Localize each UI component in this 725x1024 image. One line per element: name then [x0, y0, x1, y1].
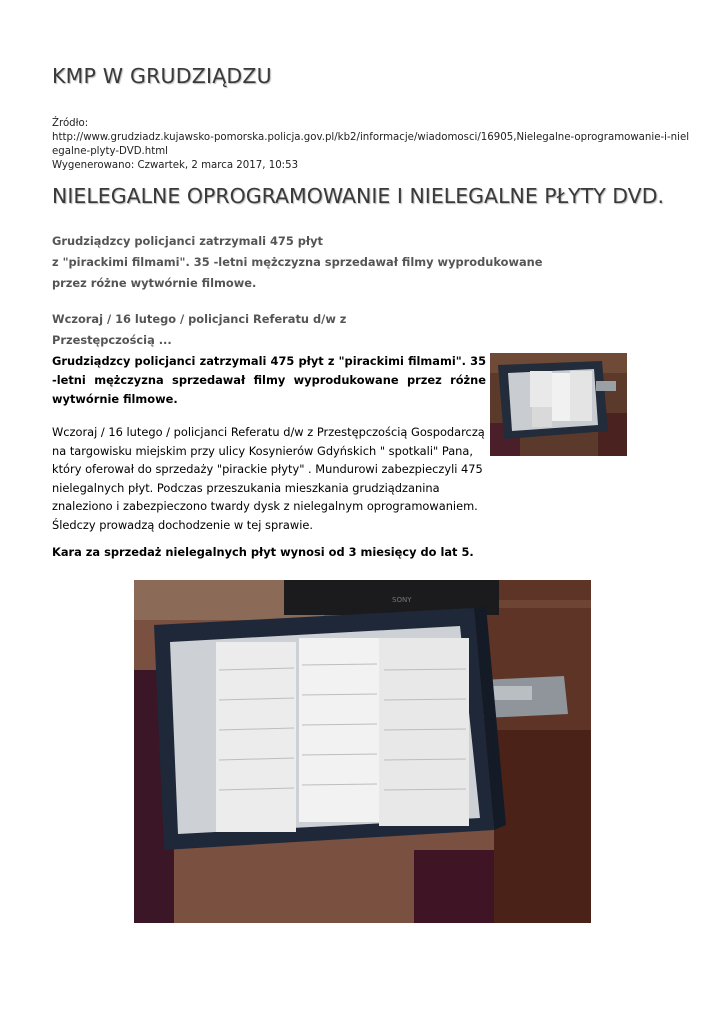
body-line: Wczoraj / 16 lutego / policjanci Referatu d/w z Przestępczością Gospodarczą: [52, 425, 485, 439]
photo-brand-label: SONY: [392, 596, 412, 604]
body-paragraph: [52, 423, 486, 535]
body-line: nielegalnych płyt. Podczas przeszukania mieszkania grudziądzanina: [52, 480, 440, 495]
body-line: na targowisku miejskim przy ulicy Kosynierów Gdyńskich " spotkali" Pana,: [52, 443, 473, 458]
source-meta: [52, 117, 689, 173]
photo-icon: [490, 353, 627, 456]
article-photo: [134, 580, 591, 923]
teaser-line: Przestępczością ...: [52, 333, 172, 347]
article-title: NIELEGALNE OPROGRAMOWANIE I NIELEGALNE PŁYTY DVD.: [52, 184, 665, 208]
body-line: znaleziono i zabezpieczono twardy dysk z nielegalnym oprogramowaniem.: [52, 499, 478, 514]
source-url[interactable]: http://www.grudziadz.kujawsko-pomorska.policja.gov.pl/kb2/informacje/wiadomosci/16905,Nielegalne-oprogramowanie-i-niel: [52, 132, 690, 143]
source-label: Źródło:: [52, 118, 89, 129]
site-title: KMP W GRUDZIĄDZU: [52, 64, 272, 88]
generated-date: Wygenerowano: Czwartek, 2 marca 2017, 10:53: [52, 160, 299, 171]
article-lead: [52, 231, 543, 294]
penalty-note: Kara za sprzedaż nielegalnych płyt wynosi od 3 miesięcy do lat 5.: [52, 545, 474, 559]
article-teaser: [52, 309, 346, 351]
lead-line: Grudziądzcy policjanci zatrzymali 475 płyt: [52, 234, 323, 248]
body-bold-paragraph: Grudziądzcy policjanci zatrzymali 475 płyt z "pirackimi filmami". 35 -letni mężczyzna sprzedawał filmy wyprodukowane przez różne wytwórnie filmowe.: [52, 354, 486, 406]
photo-icon: [134, 580, 591, 923]
article-thumbnail: [490, 353, 627, 456]
body-line: który oferował do sprzedaży "pirackie płyty" . Mundurowi zabezpieczyli 475: [52, 462, 483, 477]
teaser-line: Wczoraj / 16 lutego / policjanci Referatu d/w z: [52, 312, 347, 326]
lead-line: przez różne wytwórnie filmowe.: [52, 276, 257, 290]
source-url-continued[interactable]: egalne-plyty-DVD.html: [52, 146, 168, 157]
body-line: Śledczy prowadzą dochodzenie w tej sprawie.: [52, 517, 313, 532]
lead-line: z "pirackimi filmami". 35 -letni mężczyzna sprzedawał filmy wyprodukowane: [52, 255, 543, 269]
